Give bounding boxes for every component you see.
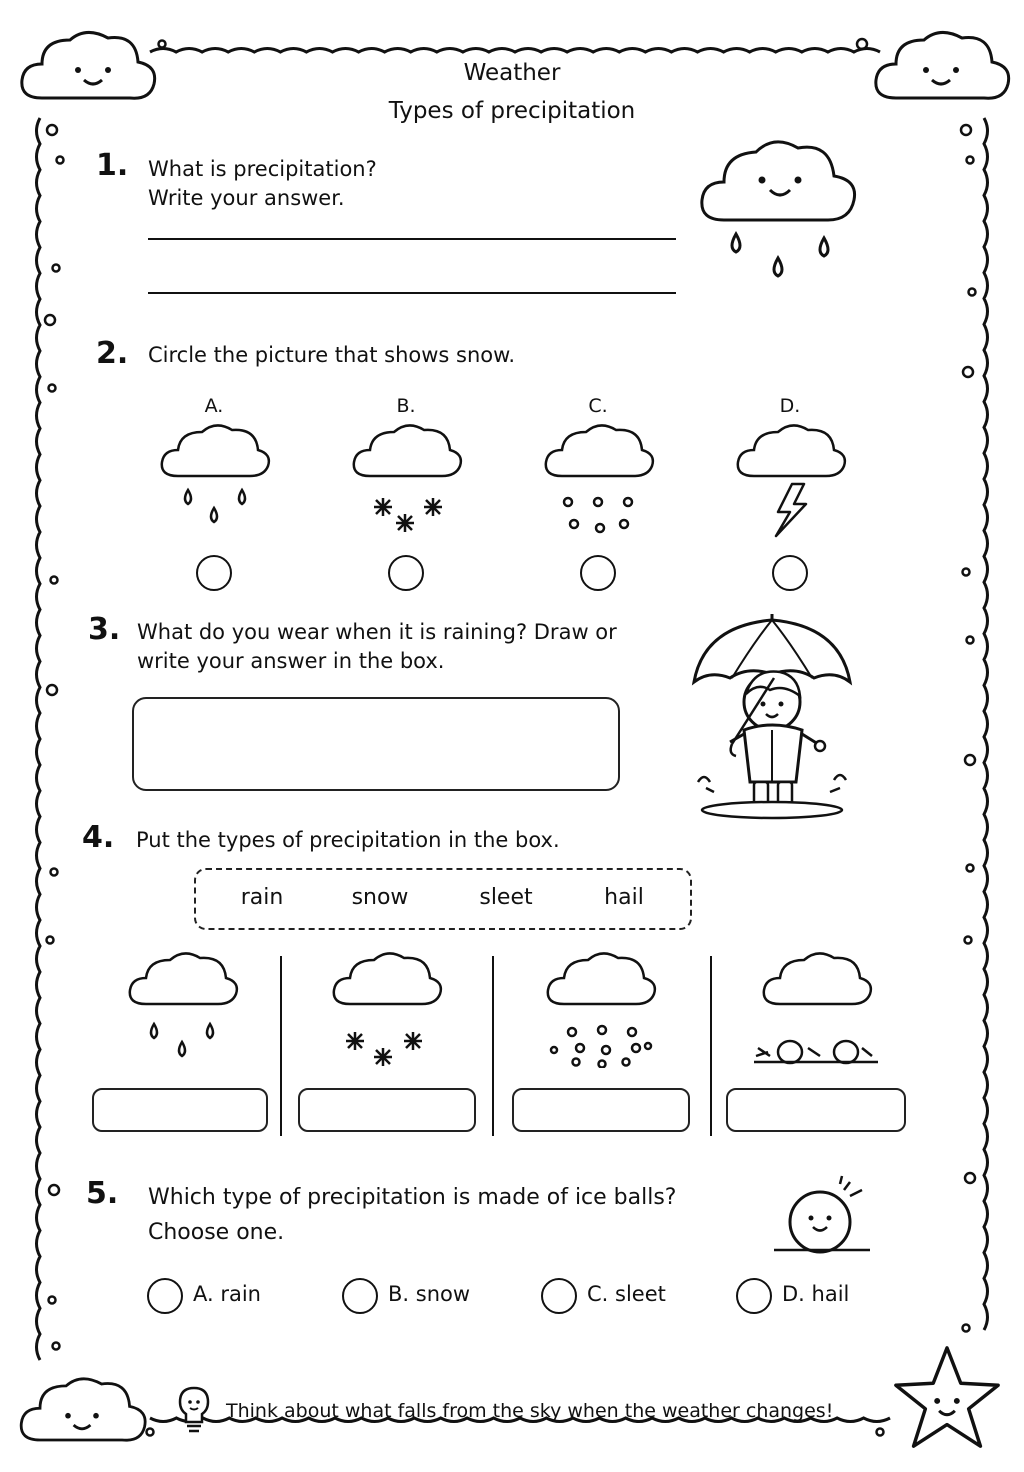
question-3-number: 3. — [88, 612, 121, 647]
question-1-line-1: What is precipitation? — [148, 157, 377, 181]
choice-d-label[interactable]: D. hail — [782, 1282, 850, 1306]
choice-a-radio[interactable] — [147, 1278, 183, 1314]
snow-cloud-icon — [326, 948, 446, 1068]
question-5-text — [148, 1180, 676, 1250]
sleet-cloud-icon — [540, 948, 660, 1068]
page-title: Weather — [463, 60, 561, 86]
question-3-line-2: write your answer in the box. — [137, 649, 445, 673]
question-1-number: 1. — [96, 148, 129, 183]
question-4-number: 4. — [82, 820, 115, 855]
footer-tip: Think about what falls from the sky when the weather changes! — [226, 1400, 834, 1422]
storm-cloud-icon[interactable] — [730, 420, 850, 540]
question-1-line-2: Write your answer. — [148, 186, 345, 210]
option-b-label: B. — [396, 395, 416, 417]
question-3-text — [137, 618, 617, 676]
choice-b-radio[interactable] — [342, 1278, 378, 1314]
word-bank-sleet[interactable]: sleet — [479, 885, 533, 910]
hail-on-ground-icon — [750, 948, 880, 1068]
answer-line-2[interactable] — [148, 292, 676, 294]
word-bank-hail[interactable]: hail — [604, 885, 644, 910]
rain-cloud-icon — [122, 948, 242, 1068]
question-5-line-2: Choose one. — [148, 1220, 285, 1245]
star-icon — [888, 1340, 1006, 1458]
choice-a-label[interactable]: A. rain — [193, 1282, 261, 1306]
choice-c-label[interactable]: C. sleet — [587, 1282, 666, 1306]
smiling-rain-cloud-icon — [694, 128, 864, 293]
option-b-radio[interactable] — [388, 555, 424, 591]
answer-box-3[interactable] — [512, 1088, 690, 1132]
question-4-text: Put the types of precipitation in the box. — [136, 828, 560, 852]
answer-line-1[interactable] — [148, 238, 676, 240]
lightbulb-icon — [174, 1384, 214, 1436]
answer-box-2[interactable] — [298, 1088, 476, 1132]
question-2-text: Circle the picture that shows snow. — [148, 343, 516, 367]
option-a-label: A. — [204, 395, 224, 417]
question-3-line-1: What do you wear when it is raining? Draw or — [137, 620, 617, 644]
option-c-label: C. — [588, 395, 608, 417]
column-divider — [280, 956, 282, 1136]
answer-box-1[interactable] — [92, 1088, 268, 1132]
choice-c-radio[interactable] — [541, 1278, 577, 1314]
hail-cloud-icon[interactable] — [538, 420, 658, 540]
option-d-radio[interactable] — [772, 555, 808, 591]
rain-cloud-icon[interactable] — [154, 420, 274, 540]
snow-cloud-icon[interactable] — [346, 420, 466, 540]
corner-cloud-icon — [866, 18, 1016, 118]
corner-cloud-icon — [12, 1364, 152, 1460]
column-divider — [492, 956, 494, 1136]
word-bank-snow[interactable]: snow — [351, 885, 409, 910]
choice-b-label[interactable]: B. snow — [388, 1282, 471, 1306]
child-with-umbrella-illustration — [684, 612, 860, 822]
option-c-radio[interactable] — [580, 555, 616, 591]
answer-box-4[interactable] — [726, 1088, 906, 1132]
question-1-text — [148, 155, 377, 213]
page-subtitle: Types of precipitation — [388, 98, 636, 124]
question-2-number: 2. — [96, 336, 129, 371]
drawing-answer-box[interactable] — [132, 697, 620, 791]
column-divider — [710, 956, 712, 1136]
option-d-label: D. — [779, 395, 801, 417]
corner-cloud-icon — [12, 18, 162, 118]
question-5-line-1: Which type of precipitation is made of ice balls? — [148, 1185, 677, 1210]
option-a-radio[interactable] — [196, 555, 232, 591]
choice-d-radio[interactable] — [736, 1278, 772, 1314]
question-5-number: 5. — [86, 1176, 119, 1211]
word-bank-rain[interactable]: rain — [240, 885, 284, 910]
hailstone-icon — [770, 1172, 874, 1258]
